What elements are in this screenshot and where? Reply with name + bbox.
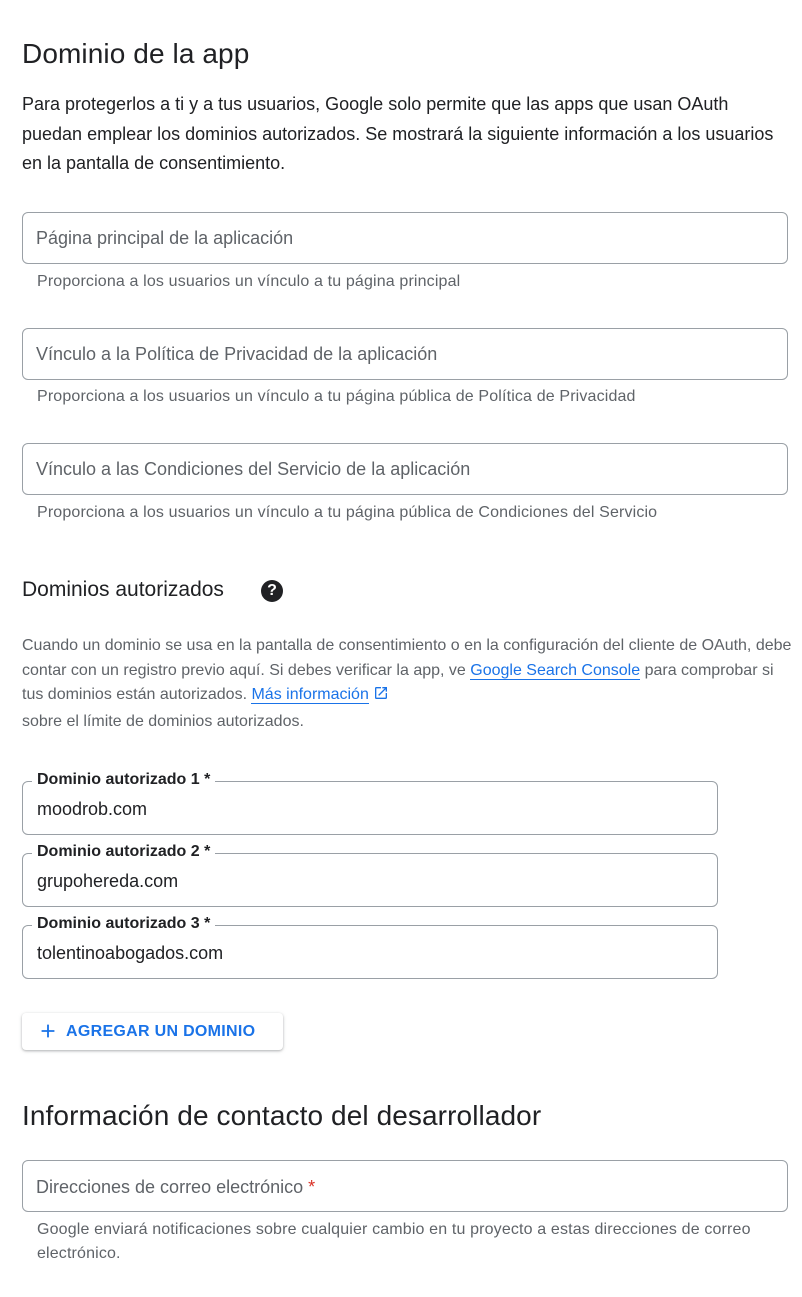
authorized-domain-3-label: Dominio autorizado 3 * bbox=[32, 914, 215, 934]
search-console-link[interactable]: Google Search Console bbox=[470, 661, 641, 679]
authorized-domains-title: Dominios autorizados bbox=[22, 578, 224, 601]
help-circle-icon[interactable]: ? bbox=[261, 580, 283, 602]
developer-email-hint: Google enviará notificaciones sobre cualquier cambio en tu proyecto a estas direcciones de correo electrónico. bbox=[37, 1221, 751, 1262]
plus-icon bbox=[37, 1020, 59, 1042]
terms-of-service-field[interactable] bbox=[22, 443, 788, 495]
privacy-policy-field[interactable] bbox=[22, 328, 788, 380]
add-domain-button-label: AGREGAR UN DOMINIO bbox=[66, 1023, 256, 1040]
open-in-new-icon[interactable] bbox=[373, 685, 389, 710]
privacy-policy-hint: Proporciona a los usuarios un vínculo a tu página pública de Política de Privacidad bbox=[37, 388, 636, 405]
developer-email-input[interactable] bbox=[36, 1161, 776, 1211]
terms-of-service-hint: Proporciona a los usuarios un vínculo a tu página pública de Condiciones del Servicio bbox=[37, 504, 658, 521]
authorized-domain-1-field[interactable] bbox=[22, 771, 718, 835]
authorized-domain-1-input[interactable] bbox=[37, 797, 697, 821]
authorized-domain-1-label: Dominio autorizado 1 * bbox=[32, 770, 215, 790]
add-domain-button[interactable] bbox=[22, 1013, 283, 1050]
authorized-domain-3-input[interactable] bbox=[37, 941, 697, 965]
app-domain-intro: Para protegerlos a ti y a tus usuarios, Google solo permite que las apps que usan OAuth puedan emplear los dominios autorizados. Se mostrará la siguiente información a los usuarios en la pantalla de consentimiento. bbox=[22, 94, 774, 173]
app-domain-title: Dominio de la app bbox=[22, 38, 250, 69]
authorized-domain-2-field[interactable] bbox=[22, 843, 718, 907]
authorized-domain-3-field[interactable] bbox=[22, 915, 718, 979]
description-text-2: para comprobar si tus dominios están autorizados. bbox=[22, 661, 774, 703]
homepage-hint: Proporciona a los usuarios un vínculo a tu página principal bbox=[37, 273, 461, 290]
description-text-3: sobre el límite de dominios autorizados. bbox=[22, 712, 304, 730]
privacy-policy-input[interactable] bbox=[36, 329, 776, 379]
authorized-domains-description bbox=[22, 634, 792, 734]
developer-email-field[interactable] bbox=[22, 1160, 788, 1212]
homepage-field[interactable] bbox=[22, 212, 788, 264]
authorized-domain-2-label: Dominio autorizado 2 * bbox=[32, 842, 215, 862]
required-asterisk: * bbox=[308, 1177, 316, 1197]
email-placeholder-text: Direcciones de correo electrónico bbox=[36, 1177, 304, 1197]
more-info-link[interactable]: Más información bbox=[251, 686, 369, 703]
description-text-1: Cuando un dominio se usa en la pantalla de consentimiento o en la configuración del cliente de OAuth, debe contar con un registro previo aquí. Si debes verificar la app, ve bbox=[22, 637, 792, 679]
authorized-domain-2-input[interactable] bbox=[37, 869, 697, 893]
homepage-input[interactable] bbox=[36, 213, 776, 263]
developer-contact-title: Información de contacto del desarrollador bbox=[22, 1100, 542, 1131]
terms-of-service-input[interactable] bbox=[36, 444, 776, 494]
